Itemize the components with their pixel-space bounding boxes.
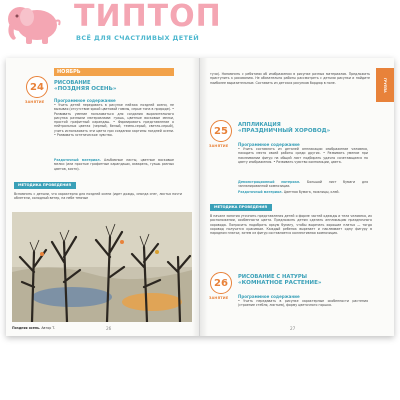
autumn-painting xyxy=(12,212,192,322)
materials-heading: Раздаточный материал. xyxy=(54,158,101,162)
program-text: • Учить детей передавать в рисунке пейзаж поздней осени, не вызывая (отсутствие яркой цветовой гаммы, серые тона в природе). • Развивать умение пользоваться для создания выразительного рисунка разными материалами: гуашь, цветные восковые мелки, простой графитный карандаш. • Формировать представление о нейтральных цветах (черный, белый, темно-серый, светло-серый), учить использовать эти цвета при создании картины поздней осени. • Развивать эстетическое чувство. xyxy=(54,103,174,138)
brand-title: ТИПТОП xyxy=(74,0,222,34)
demo-line-25 xyxy=(238,180,368,189)
intro-text: тучи). Напомнить с ребятами об изображении в рисунке разных материалов. Предложить приступить к рисованию. Не обязательно работы рассмотреть с детьми рисунки и найдите наиболее выразительные. Составить из детских рисунков бордюр в поле. xyxy=(210,72,370,85)
lesson-number-badge-26: 26 xyxy=(210,272,232,294)
method-label-25: МЕТОДИКА ПРОВЕДЕНИЯ xyxy=(210,204,272,211)
demo-text-25: Большой лист бумаги для запланированной композиции. xyxy=(238,180,369,189)
book-spread xyxy=(6,58,394,336)
materials-line-25 xyxy=(238,190,368,194)
book-gutter xyxy=(192,58,208,336)
method-text: Вспомнить с детьми, что характерно для поздней осени (идет дождь, иногда снег, листья почти облетели, холодный ветер, на небе темные xyxy=(14,192,182,201)
lesson-title-26: «КОМНАТНОЕ РАСТЕНИЕ» xyxy=(238,280,322,286)
method-label: МЕТОДИКА ПРОВЕДЕНИЯ xyxy=(14,182,76,189)
brand-header xyxy=(0,0,400,48)
materials-heading-25: Раздаточный материал. xyxy=(238,190,283,194)
lesson-category-25: АППЛИКАЦИЯ xyxy=(238,122,281,128)
caption-bold: Поздняя осень. xyxy=(12,326,41,330)
brand-subtitle: ВСЁ ДЛЯ СЧАСТЛИВЫХ ДЕТЕЙ xyxy=(76,34,200,42)
demo-heading-25: Демонстрационный материал. xyxy=(238,180,301,184)
autumn-painting-art xyxy=(12,212,192,322)
materials-text: Альбомные листы, цветные восковые мелки (или простые графитные карандаши, акварель, гуашь разных цветов, кисти). xyxy=(54,158,174,171)
lesson-word-25: ЗАНЯТИЕ xyxy=(209,144,229,148)
painting-caption xyxy=(12,326,55,330)
lesson-title-25: «ПРАЗДНИЧНЫЙ ХОРОВОД» xyxy=(238,128,331,134)
method-text-25: В начале занятия уточнить представления детей о форме частей одежды и тела человека, их расположении, особенности цвета. Предложить детям сделать аппликацию праздничного хоровода. Попросить подобрать яркую бумагу, чтобы вырезать хорошие платья — тогда хоровод получится красивым. Каждый ребенок вырезает и наклеивает одну фигуру в нарядном платье, затем из фигур составляется коллективная композиция. xyxy=(210,214,372,236)
page-number-left: 26 xyxy=(106,326,112,331)
program-heading: Программное содержание xyxy=(54,98,116,103)
lesson-number-badge-25: 25 xyxy=(210,120,232,142)
program-heading-25: Программное содержание xyxy=(238,142,300,147)
caption-rest: Автор Т. xyxy=(41,326,56,330)
lesson-number-badge: 24 xyxy=(26,76,48,98)
page-number-right: 27 xyxy=(290,326,296,331)
program-text-25: • Учить составлять из деталей аппликации изображение человека, находить место своей работы среди других. • Развивать умение при наклеивании фигур на общий лист подбирать удачно сочетающиеся по цвету изображения. • Развивать чувство композиции, цвета. xyxy=(238,147,368,164)
materials-line xyxy=(54,158,174,171)
lesson-word-26: ЗАНЯТИЕ xyxy=(209,296,229,300)
month-bar: НОЯБРЬ xyxy=(54,68,174,76)
program-heading-26: Программное содержание xyxy=(238,294,300,299)
left-page xyxy=(6,58,200,336)
elephant-icon xyxy=(4,3,62,45)
right-page xyxy=(200,58,394,336)
lesson-title: «ПОЗДНЯЯ ОСЕНЬ» xyxy=(54,86,117,92)
program-text-26: • Учить передавать в рисунке характерные особенности растения (строение стебля, листьев), форму цветочного горшка. xyxy=(238,299,368,308)
lesson-word: ЗАНЯТИЕ xyxy=(25,100,45,104)
lesson-category-26: РИСОВАНИЕ С НАТУРЫ xyxy=(238,274,308,280)
materials-text-25: Цветная бумага, ножницы, клей. xyxy=(283,190,340,194)
side-tab: ГРУППА xyxy=(376,68,394,102)
lesson-category: РИСОВАНИЕ xyxy=(54,80,91,86)
